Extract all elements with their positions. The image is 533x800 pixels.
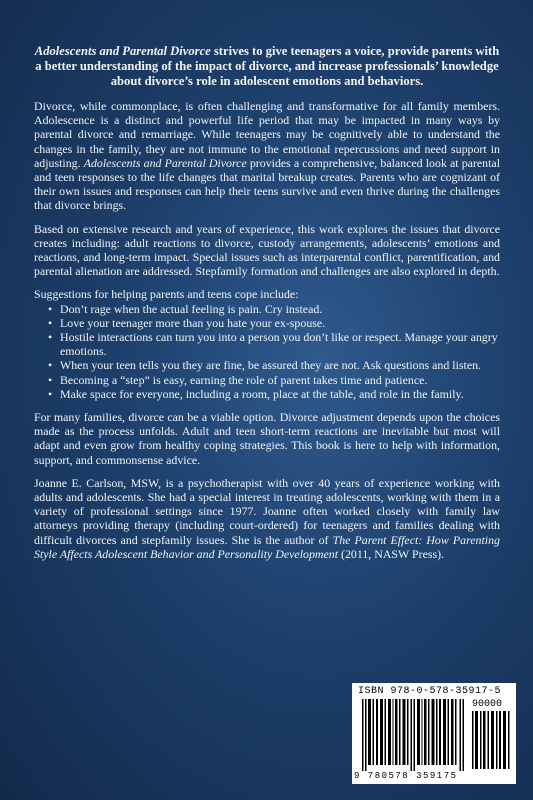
author-bio-text-a: Joanne E. Carlson, MSW, is a psychotherapist with over 40 years of experience working with adults and adolescents. She had a special interest in treating adolescents, working with them in a variety of professional settings since 1977. Joanne often worked closely with family law attorneys providing therapy (including court-ordered) for teenagers and families dealing with difficult divorces and stepfamily issues. She is the author of bbox=[34, 475, 500, 547]
author-bio-text-b: (2011, NASW Press). bbox=[338, 546, 445, 561]
barcode-bars-icon bbox=[362, 699, 466, 771]
tip-item: • Make space for everyone, including a room, place at the table, and role in the family. bbox=[48, 387, 500, 401]
ean-digits: 9 780578 359175 bbox=[354, 771, 458, 781]
price-code: 90000 bbox=[472, 699, 503, 710]
para1-book-title: Adolescents and Parental Divorce bbox=[83, 155, 247, 170]
paragraph-research: Based on extensive research and years of experience, this work explores the issues that divorce creates including: adult reactions to divorce, custody arrangements, adolescents’ emotions and reactions, and long-term impact. Special issues such as interparental conflict, parentification, and parental alienation are addressed. Stepfamily formation and challenges are also explored in depth. bbox=[34, 221, 500, 279]
tips-heading: Suggestions for helping parents and teens cope include: bbox=[34, 287, 299, 302]
intro-book-title: Adolescents and Parental Divorce bbox=[34, 44, 211, 58]
tip-item: • Becoming a “step” is easy, earning the role of parent takes time and patience. bbox=[48, 373, 500, 387]
para1-text-b: provides a comprehensive, balanced look at parental and teen responses to the life changes that marital breakup creates. Parents who are cognizant of their own issues and responses can help their teens survive and even thrive during the challenges that divorce brings. bbox=[34, 155, 500, 213]
tip-item: • When your teen tells you they are fine, be assured they are not. Ask questions and listen. bbox=[48, 358, 500, 372]
intro-text: strives to give teenagers a voice, provide parents with a better understanding of the impact of divorce, and increase professionals’ knowledge about divorce’s role in adolescent emotions and behaviors. bbox=[35, 44, 500, 88]
isbn-label: ISBN 978-0-578-35917-5 bbox=[358, 686, 502, 697]
tip-item: • Love your teenager more than you hate your ex-spouse. bbox=[48, 316, 500, 330]
barcode-addon-bars-icon bbox=[472, 711, 512, 769]
paragraph-divorce-overview bbox=[34, 99, 500, 213]
tip-item: • Don’t rage when the actual feeling is pain. Cry instead. bbox=[48, 302, 500, 316]
isbn-barcode bbox=[352, 683, 516, 784]
para1-text-a: Divorce, while commonplace, is often challenging and transformative for all family members. Adolescence is a distinct and powerful life period that may be impacted in many ways by parental divorce and remarriage. While teenagers may be cognitively able to understand the changes in the family, they are not immune to the emotional repercussions and need support in adjusting. bbox=[34, 99, 500, 170]
paragraph-conclusion: For many families, divorce can be a viable option. Divorce adjustment depends upon the choices made as the process unfolds. Adult and teen short-term reactions are inevitable but most will adapt and even grow from healthy coping strategies. This book is here to help with information, support, and commonsense advice. bbox=[34, 410, 500, 467]
intro-blurb bbox=[34, 44, 500, 89]
tips-list bbox=[34, 302, 500, 401]
author-bio bbox=[34, 476, 500, 561]
tip-item: • Hostile interactions can turn you into a person you don’t like or respect. Manage your angry emotions. bbox=[48, 330, 500, 358]
author-prior-book-title: The Parent Effect: How Parenting Style Affects Adolescent Behavior and Personality Development bbox=[34, 532, 500, 561]
back-cover-text bbox=[34, 44, 500, 570]
